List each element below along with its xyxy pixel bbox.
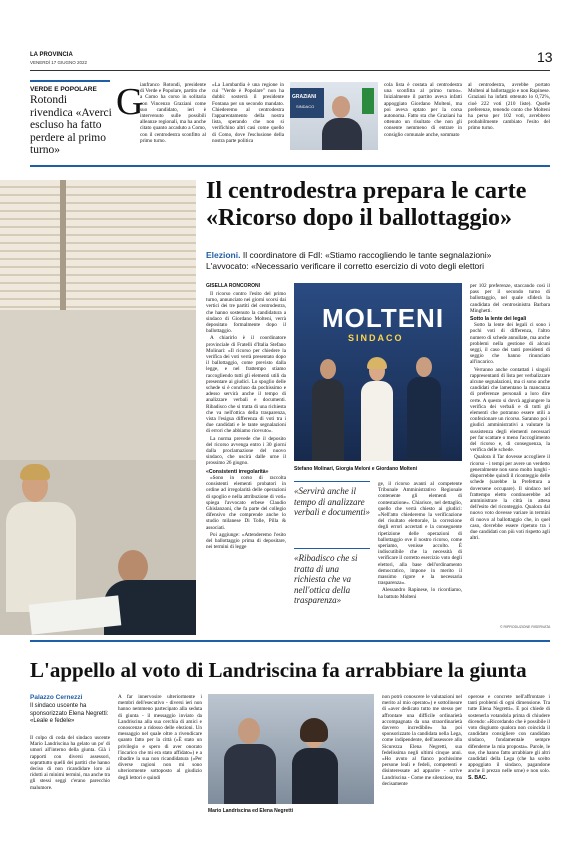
bottom-col3: non potrò conoscere le valutazioni nel merito al mio operato») e sottolineare di «aver dedicato tutto me stesso per affrontare una difficile ordinarietà accompagnata da una straordinarietà davvero incredibile» ha poi sponsorizzato la candidata nella Lega, come indipendente, dell'assessore alla Sicurezza Elena Negretti, sua fedelissima negli ultimi cinque anni. «Ho avuto al fianco pochissime persone leali e fedeli, competenti e disinteressate ad apparire - scrive Landriscina - Come me silenziose, ma decisamente xyxy=(382,694,462,787)
masthead-date: VENERDÌ 17 GIUGNO 2022 xyxy=(30,60,88,65)
header-rule xyxy=(30,70,550,71)
main-subhead-2: Sotto la lente dei legali xyxy=(470,316,527,323)
main-copyright: © RIPRODUZIONE RISERVATA xyxy=(500,625,551,629)
bottom-signature: S. BAC. xyxy=(468,774,488,781)
main-col1: Il ricorso contro l'esito del primo turno, annunciato nei giorni scorsi dai vertici dei tre partiti del centrodestra, che hanno sostenuto la candidatura a sindaco di Giordano Molteni, verrà depositato formalmente dopo il ballottaggio. A chiarirlo è il coordinatore provinciale di Fratelli d'Italia Stefano Molinari: «Il ricorso per chiedere la verifica dei voti verrà presentato dopo il ballottaggio, come previsto dalla legge, e nel frattempo stiamo raccogliendo tutti gli elementi utili da presentare ai giudici. Lo spoglio delle schede si è concluso da pochissimo e adesso servirà anche il tempo di analizzare verbali e documenti. Ribadisco che si tratta di una richiesta che va nell'ottica della trasparenza, vista l'esigua differenza di voti tra i due candidati e le tante segnalazioni di errori che abbiamo ricevuto». La norma prevede che il deposito del ricorso avvenga entro i 30 giorni dalla proclamazione del nuovo sindaco, che uscirà dalle urne il prossimo 26 giugno. «Consistenti irregolarità» «Sono in corso di raccolta consistenti elementi probatori in ordine ad irregolarità delle operazioni di spoglio e nella attribuzione di voti» spiega l'avvocato erbese Claudio Ghislanzoni, che fa parte del collegio difensivo che comprende anche lo studio milanese Di Tolle, Pilla & associati. Poi aggiunge: «Attenderemo l'esito del ballottaggio prima di depositare, nei termini di legge xyxy=(206,291,286,551)
main-deck-line2: L'avvocato: «Necessario verificare il corretto esercizio di voto degli elettori xyxy=(206,261,484,271)
main-col3: per 102 preferenze, staccando così il pass per il secondo turno di ballottaggio, nel quale sfiderà la candidata del centrosinistra Barbara Minghetti. Sotto la lente dei legali Sotto la lente dei legali ci sono i pochi voti di differenza, l'altro numero di schede annullate, ma anche problemi nella gestione di alcuni seggi, il caso dei tanti presidenti di seggio che hanno rinunciato all'incarico. Verranno anche contattati i singoli rappresentanti di lista per verbalizzare alcune segnalazioni, ma ci sono anche candidati che lamentano la mancanza di preferenze personali a loro dire certe. A questo si dovrà aggiungere la verifica dei verbali e di tutti gli elementi che potranno essere utili a confezionare un ricorso. Saranno poi i giudici amministrativi a valutare la sussistenza degli elementi necessari per far scattare o meno l'accoglimento del ricorso e, di conseguenza, la verifica delle schede. Qualora il Tar dovesse accogliere il ricorso - i tempi per avere un verdetto generalmente non sono molto lunghi - disporrebbe quindi il riconteggio delle schede (sarebbe la Prefettura a doversene occupare). Il sindaco nel frattempo eletto continuerebbe ad amministrare la città in attesa dell'esito del riconteggio. Qualora dal nuovo voto dovesse variare in termini di nuovo al ballottaggio che, in quel caso, dovrebbe essere ripetuto tra i due candidati con più voti rispetto agli altri. xyxy=(470,283,550,542)
bottom-col4: operose e concrete nell'affrontare i tanti problemi di ogni dimensione. Tra tutte Elena Negretti». E poi chiede di sostenerla votandola prima di chiudere dicendo: «Ricordando che è possibile il voto disgiunto qualora non coincida il candidato consigliere con candidato sindaco, fondamentale sempre difenderne la mia proposta». Parole, le sue, che hanno fatto arrabbiare gli altri candidati della Lega (che ha scelto appoggiato il sindaco, pagandone anche il prezzo nelle urne) e non solo. S. BAC. xyxy=(468,694,550,781)
top-photo-logo xyxy=(362,88,374,114)
background-wall xyxy=(0,310,196,460)
landriscina-body xyxy=(224,744,276,804)
main-left-photo xyxy=(0,180,196,635)
top-story-rule xyxy=(30,80,110,82)
top-story-headline: Rotondi rivendica «Averci escluso ha fatto perdere al primo turno» xyxy=(30,94,112,156)
person-right-head xyxy=(416,357,432,377)
scrutineer-woman-body xyxy=(6,502,76,612)
masthead-paper-name: LA PROVINCIA xyxy=(30,52,73,58)
top-photo-banner xyxy=(290,88,324,118)
main-byline: GISELLA RONCORONI xyxy=(206,283,260,289)
main-deck-label: Elezioni. xyxy=(206,250,241,260)
bottom-standfirst: Il sindaco uscente ha sponsorizzato Elena Negretti: «Leale e fedele» xyxy=(30,703,109,724)
top-story-dropcap: G xyxy=(116,81,144,123)
negretti-hair xyxy=(300,718,328,742)
quote1-rule xyxy=(294,481,370,482)
top-story-col1: ianfranco Rotondi, presidente di Verde e Popolare, partito che a Como ha corso in solitaria con Vincenzo Graziani come suo candidato, ieri è intervenuto sulle possibili alleanze regionali, ma ha anche citato quanto accaduto a Como, con il centrodestra sconfitto al primo turno. xyxy=(140,82,206,144)
main-col2: ge, il ricorso avanti al competente Tribunale Amministrativo Regionale contenente gli elementi di contestazione». Chiarisce, nel dettaglio, quello che verrà chiesto ai giudici: «Nell'atto chiederemo la verificazione del risultato elettorale, la correzione degli errori accertati e la conseguente ripetizione delle operazioni di ballottaggio ove il nostro ricorso, come speriamo, venisse accolto. È indiscutibile che la necessità di verificare il corretto esercizio voto degli elettori, alla base dell'ordinamento democratico, impone in merito il massimo rigore e la necessaria trasparenza». Alessandro Rapinese, lo ricordiamo, ha battuto Molteni xyxy=(378,481,462,600)
bottom-col2: A far innervosire ulteriormente i membri dell'esecutivo - diversi ieri non hanno nemmeno partecipato alla seduta di giunta - il messaggio inviato da Landriscina alla sua cerchia di amici e conoscenze a ridosso delle elezioni. Un messaggio nel quale oltre a rivendicare quanto fatto per la città («È stato un privilegio e spero di aver onorato l'incarico che mi era stato affidato») e a ribadire la sua non ricandidatura («Per diverse ragioni non mi sono ulteriormente sottoposto al giudizio degli lettori e quindi xyxy=(118,694,202,781)
quote2-rule xyxy=(294,548,370,549)
main-deck-line1: Elezioni. Il coordinatore di FdI: «Stiamo raccogliendo le tante segnalazioni» xyxy=(206,250,492,260)
main-headline-line2: «Ricorso dopo il ballottaggio» xyxy=(206,205,513,231)
top-story-col2: «La Lombardia è una regione in cui "Verde è Popolare" non ha dubbi: sosterrà il presidente Fontana per un secondo mandato. Chiederemo al centrodestra l'apparentamento della nostra lista, sperando che non si verifichino altri casi come quello di Como, dove l'esclusione della nostra parte politica xyxy=(212,82,284,144)
bottom-headline: L'appello al voto di Landriscina fa arrabbiare la giunta xyxy=(30,658,527,682)
section-rule-1 xyxy=(30,165,550,167)
bottom-photo xyxy=(208,694,374,804)
top-story-photo xyxy=(290,82,378,150)
main-headline-line1: Il centrodestra prepara le carte xyxy=(206,178,527,204)
top-photo-person-body xyxy=(322,118,362,150)
bottom-kicker: Palazzo Cernezzi xyxy=(30,694,83,701)
window-blinds xyxy=(0,180,196,310)
person-left-body xyxy=(312,379,344,461)
person-right-body xyxy=(407,377,441,461)
bottom-col1: Il colpo di coda del sindaco uscente Mario Landriscina ha gelato un po' di umori all'interno della giunta. Già i rapporti con diversi assessori, soprattutto quelli dei partiti che hanno deciso di non ricandidare loro ai ridotti ai minimi termini, ma anche tra gli stessi seggi c'erano parecchio malumore. xyxy=(30,735,110,791)
top-story-kicker: VERDE E POPOLARE xyxy=(30,86,97,93)
scrutineer-man-head xyxy=(118,550,148,584)
top-photo-sign: GRAZIANI xyxy=(292,94,317,100)
main-center-photo xyxy=(294,283,462,461)
person-left-head xyxy=(320,359,336,379)
person-center-body xyxy=(361,381,393,461)
main-subhead-1: «Consistenti irregolarità» xyxy=(206,468,269,475)
page-number: 13 xyxy=(537,49,553,65)
photo-sign-sub: SINDACO xyxy=(348,333,404,343)
scrutineer-woman-hair xyxy=(20,464,50,480)
pull-quote-2: «Ribadisco che si tratta di una richiesta che va nell'ottica della trasparenza» xyxy=(294,553,358,605)
landriscina-head xyxy=(238,718,260,744)
top-story-col3: cola lista è costata al centrodestra una sconfitta al primo turno». Inizialmente il partito aveva infatti appoggiato Giordano Molteni, ma poi aveva optato per la corsa autonoma. Fatto sta che Graziani ha ottenuto un risultato che non gli consente nemmeno di entrare in consiglio comunale anche, sommato xyxy=(384,82,462,138)
top-photo-person-head xyxy=(332,96,350,118)
section-rule-2 xyxy=(30,640,550,642)
bottom-photo-caption: Mario Landriscina ed Elena Negretti xyxy=(208,808,294,814)
top-story-col4: al centrodestra, avrebbe portato Molteni al ballottaggio e non Rapinese. Graziani ha infatti ottenuto lo 0,72%, cioè 222 voti (210 liste). Quelle preferenze, tenendo conto che Molteni ha perso per 102 voti, avrebbero probabilmente cambiato l'esito del primo turno. xyxy=(468,82,550,132)
main-photo-caption: Stefano Molinari, Giorgia Meloni e Giordano Molteni xyxy=(294,466,418,472)
pull-quote-1: «Servirà anche il tempo di analizzare verbali e documenti» xyxy=(294,486,370,517)
photo-sign: MOLTENI xyxy=(322,303,445,333)
window-frame xyxy=(60,180,66,310)
negretti-body xyxy=(292,748,338,804)
top-photo-sign-sub: SINDACO xyxy=(296,104,315,109)
